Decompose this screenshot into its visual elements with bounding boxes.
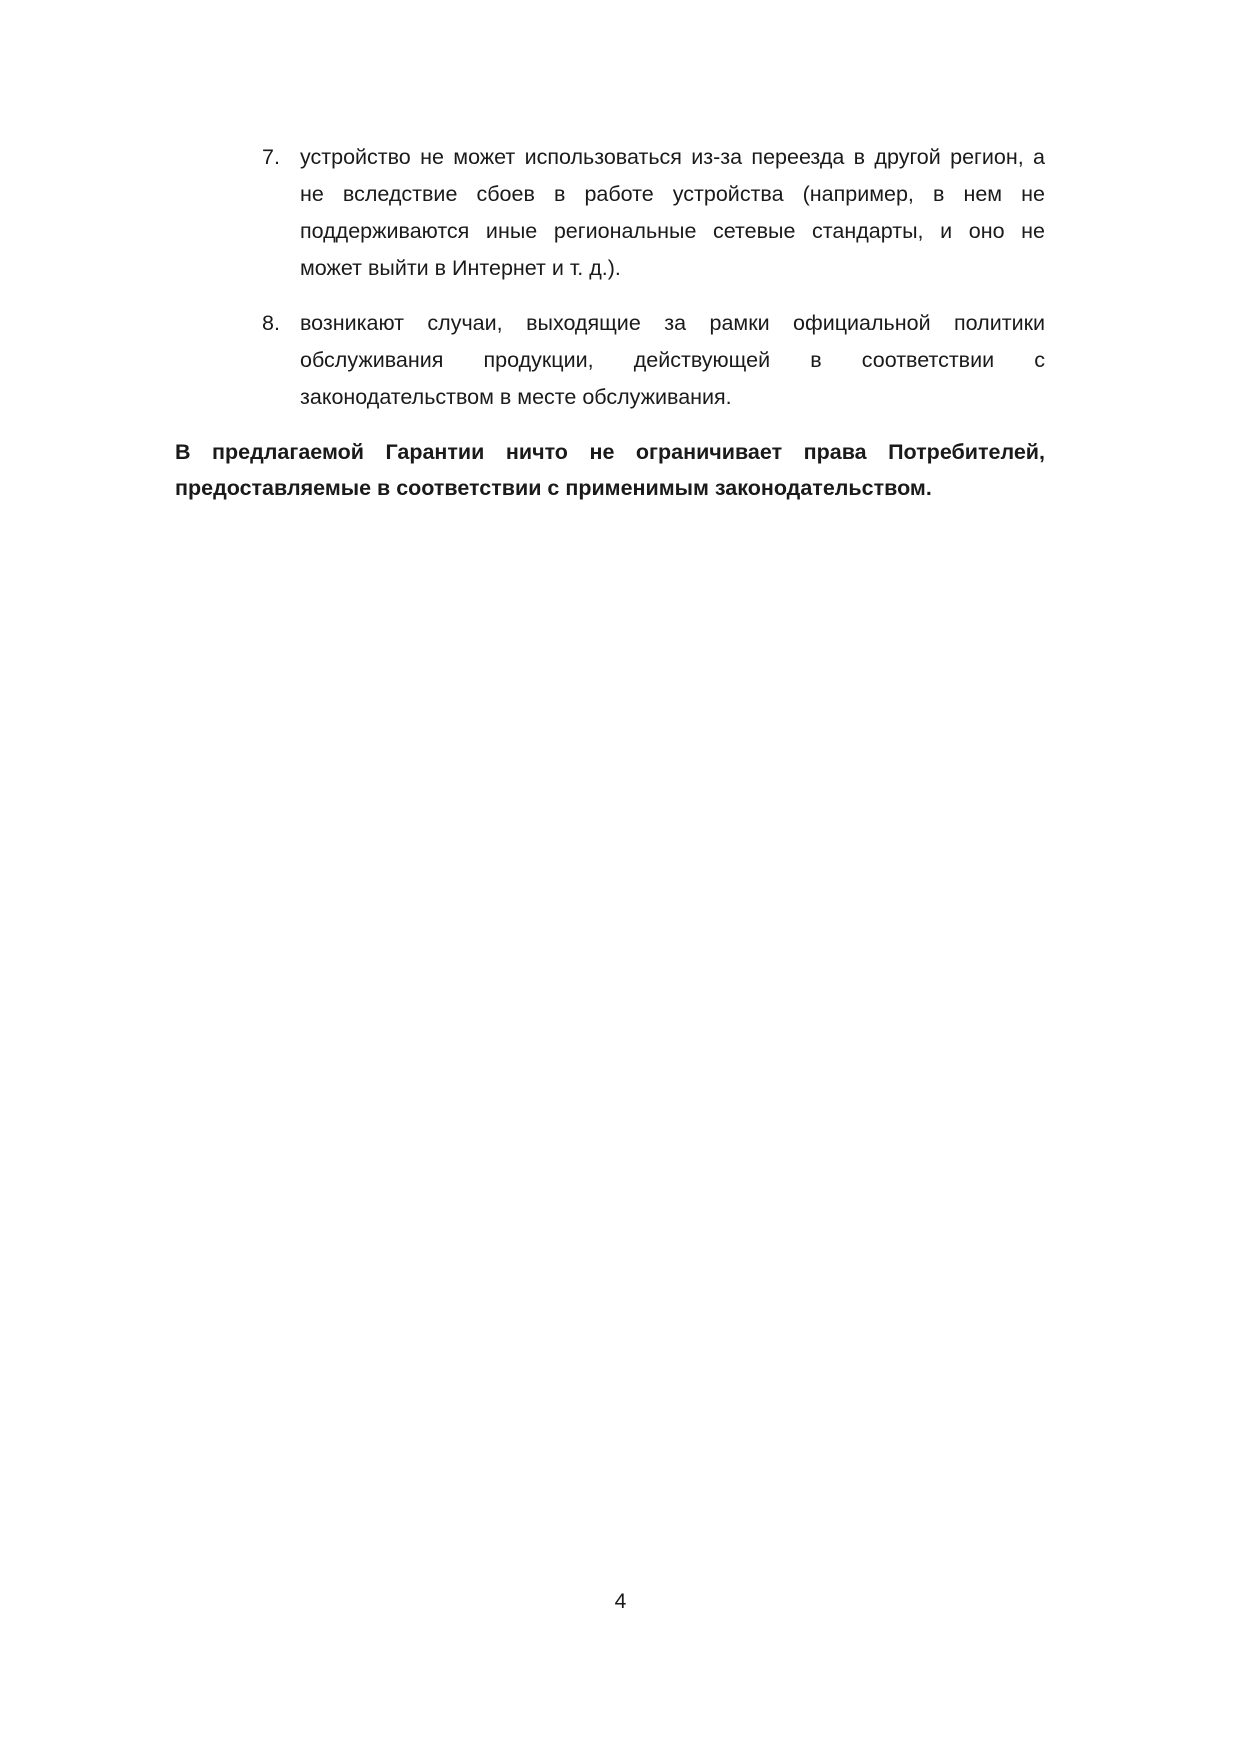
closing-paragraph [175, 434, 1045, 506]
page-number: 4 [614, 1590, 627, 1613]
list-item-8-text [300, 305, 1045, 416]
list-item-8 [175, 305, 1045, 416]
text-line: может выйти в Интернет и т. д.). [300, 256, 621, 280]
text-line: законодательством в месте обслуживания. [300, 385, 732, 409]
text-line: обслуживания продукции, действующей в соответствии с [300, 348, 1045, 372]
text-line: устройство не может использоваться из-за переезда в другой регион, а [300, 145, 1045, 169]
document-body [175, 139, 1045, 506]
list-item-8-number: 8. [262, 311, 280, 335]
text-line: возникают случаи, выходящие за рамки официальной политики [300, 311, 1045, 335]
text-line: предоставляемые в соответствии с применимым законодательством. [175, 476, 932, 500]
list-item-7-number: 7. [262, 145, 280, 169]
text-line: поддерживаются иные региональные сетевые стандарты, и оно не [300, 219, 1045, 243]
list-item-7-text [300, 139, 1045, 287]
text-line: не вследствие сбоев в работе устройства (например, в нем не [300, 182, 1045, 206]
list-item-7 [175, 139, 1045, 287]
text-line: В предлагаемой Гарантии ничто не ограничивает права Потребителей, [175, 440, 1045, 464]
